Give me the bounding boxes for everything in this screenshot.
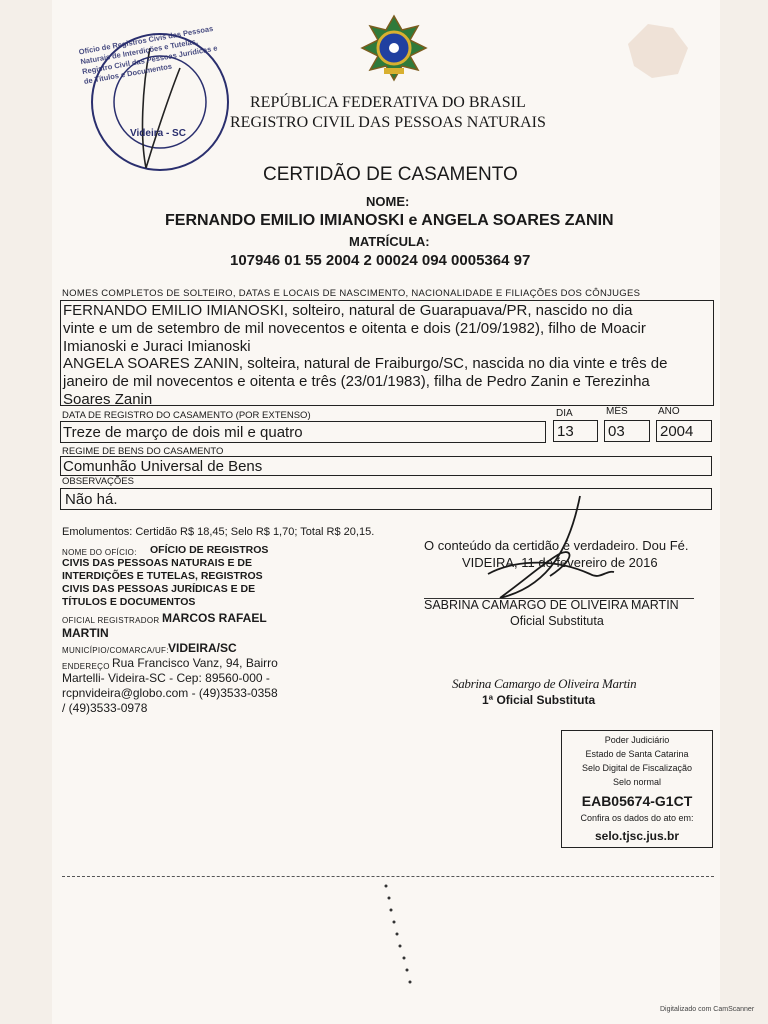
stamp-role: 1ª Oficial Substituta	[482, 693, 596, 707]
spouses-info-box	[60, 300, 714, 406]
city-value: VIDEIRA/SC	[168, 641, 237, 655]
seal-line: Selo Digital de Fiscalização	[581, 763, 693, 773]
fees-text: Emolumentos: Certidão R$ 18,45; Selo R$ 1,70; Total R$ 20,15.	[62, 526, 375, 538]
registrar-label: OFICIAL REGISTRADOR	[62, 616, 160, 625]
day-box	[553, 420, 598, 442]
spouses-info-label: NOMES COMPLETOS DE SOLTEIRO, DATAS E LOCAIS DE NASCIMENTO, NACIONALIDADE E FILIAÇÕES DOS CÔNJUGES	[62, 288, 641, 299]
spouses-line: Soares Zanin	[63, 391, 153, 408]
header-registry: REGISTRO CIVIL DAS PESSOAS NATURAIS	[230, 114, 546, 131]
registry-stamp-city: Videira - SC	[130, 128, 186, 139]
registrar-name-2: MARTIN	[62, 626, 109, 640]
digital-seal-box	[561, 730, 713, 848]
day-label: DIA	[556, 408, 573, 419]
regime-box	[60, 456, 712, 476]
header-republic: REPÚBLICA FEDERATIVA DO BRASIL	[250, 94, 526, 111]
spouses-name: FERNANDO EMILIO IMIANOSKI e ANGELA SOARES ZANIN	[165, 212, 614, 229]
spouses-line: ANGELA SOARES ZANIN, solteira, natural de Fraiburgo/SC, nascida no dia vinte e três de	[63, 355, 668, 372]
address-line: rcpnvideira@globo.com - (49)3533-0358	[62, 686, 278, 700]
observations-label: OBSERVAÇÕES	[62, 476, 134, 487]
matricula-number: 107946 01 55 2004 2 00024 094 0005364 97	[230, 252, 531, 269]
signer-name: SABRINA CAMARGO DE OLIVEIRA MARTIN	[424, 598, 679, 612]
city-label: MUNICÍPIO/COMARCA/UF:	[62, 646, 169, 655]
address-line: Martelli- Videira-SC - Cep: 89560-000 -	[62, 671, 270, 685]
month-value: 03	[608, 423, 625, 440]
spouses-line: Imianoski e Juraci Imianoski	[63, 338, 251, 355]
year-box	[656, 420, 712, 442]
stamp-name: Sabrina Camargo de Oliveira Martin	[452, 676, 637, 691]
spouses-line: vinte e um de setembro de mil novecentos e oitenta e dois (21/09/1982), filho de Moacir	[63, 320, 646, 337]
seal-code: EAB05674-G1CT	[581, 793, 693, 809]
month-label: MÊS	[606, 406, 628, 417]
perforation-line	[62, 876, 714, 877]
office-name-label: NOME DO OFÍCIO:	[62, 548, 137, 557]
year-value: 2004	[660, 423, 694, 440]
signature	[430, 486, 690, 616]
regime-value: Comunhão Universal de Bens	[63, 458, 263, 475]
spouses-line: janeiro de mil novecentos e oitenta e três (23/01/1983), filha de Pedro Zanin e Terezinha	[63, 373, 650, 390]
watermark-map	[618, 14, 698, 84]
day-value: 13	[557, 423, 574, 440]
scanner-credit: Digitalizado com CamScanner	[660, 1006, 755, 1013]
office-name-line: TÍTULOS E DOCUMENTOS	[62, 596, 196, 608]
registration-date-label: DATA DE REGISTRO DO CASAMENTO (POR EXTENSO)	[62, 410, 311, 421]
registry-stamp-ring-text: Ofício de Registros Civis das Pessoas Naturais de Interdições e Tutelas, Registro Civil das Pessoas Jurídicas e de Títulos e Documentos	[77, 23, 219, 86]
seal-line: Confira os dados do ato em:	[580, 813, 694, 823]
regime-label: REGIME DE BENS DO CASAMENTO	[62, 446, 224, 457]
seal-line: Poder Judiciário	[604, 735, 670, 745]
registrar-name-1: MARCOS RAFAEL	[162, 611, 267, 625]
coat-of-arms-emblem	[358, 12, 430, 82]
year-label: ANO	[658, 406, 680, 417]
stitch-marks	[380, 880, 420, 990]
attestation-place-date: VIDEIRA, 11 de fevereiro de 2016	[462, 555, 658, 570]
address-line: Rua Francisco Vanz, 94, Bairro	[112, 656, 278, 670]
signer-role: Oficial Substituta	[510, 614, 604, 628]
office-name-line: CIVIS DAS PESSOAS JURÍDICAS E DE	[62, 583, 256, 595]
registration-date-value: Treze de março de dois mil e quatro	[63, 424, 303, 441]
month-box	[604, 420, 650, 442]
address-line: / (49)3533-0978	[62, 701, 148, 715]
certificate-title: CERTIDÃO DE CASAMENTO	[263, 164, 518, 185]
matricula-label: MATRÍCULA:	[349, 234, 430, 249]
registration-date-box	[60, 421, 546, 443]
attestation-text: O conteúdo da certidão é verdadeiro. Dou Fé.	[424, 538, 689, 553]
address-label: ENDEREÇO	[62, 662, 110, 671]
spouses-line: FERNANDO EMILIO IMIANOSKI, solteiro, natural de Guarapuava/PR, nascido no dia	[63, 302, 633, 319]
office-name-line: OFÍCIO DE REGISTROS	[150, 544, 269, 556]
name-label: NOME:	[366, 194, 410, 209]
office-name-line: CIVIS DAS PESSOAS NATURAIS E DE	[62, 557, 253, 569]
seal-url[interactable]: selo.tjsc.jus.br	[594, 829, 680, 843]
office-name-line: INTERDIÇÕES E TUTELAS, REGISTROS	[62, 570, 263, 582]
observations-value: Não há.	[65, 491, 118, 508]
seal-line: Estado de Santa Catarina	[585, 749, 689, 759]
seal-line: Selo normal	[612, 777, 662, 787]
